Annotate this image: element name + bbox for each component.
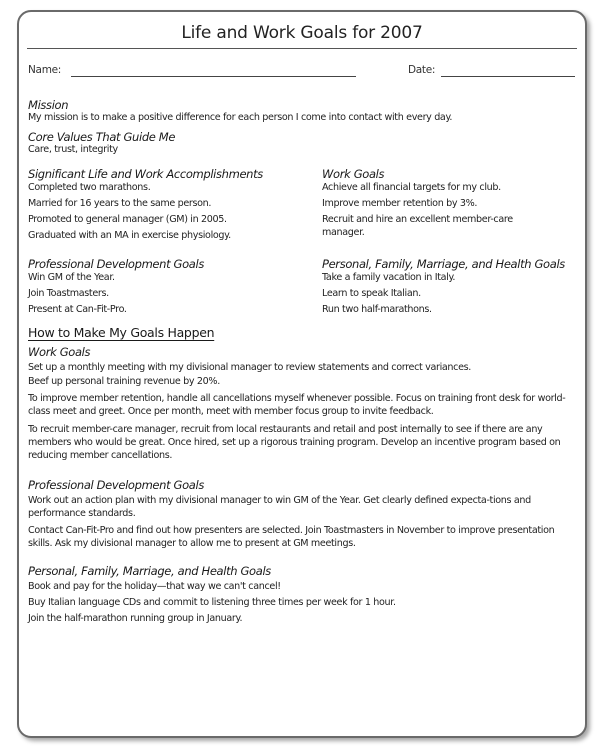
how-to-work-paragraph: Beef up personal training revenue by 20%. bbox=[28, 376, 220, 387]
core-values-heading: Core Values That Guide Me bbox=[28, 130, 176, 144]
work-goals-heading: Work Goals bbox=[322, 167, 385, 181]
personal-goals-heading: Personal, Family, Marriage, and Health Goals bbox=[322, 257, 565, 271]
how-to-section-title: How to Make My Goals Happen bbox=[28, 325, 215, 340]
accomplishment-item: Completed two marathons. bbox=[28, 182, 151, 193]
how-to-professional-heading: Professional Development Goals bbox=[28, 478, 204, 492]
work-goal-item: Improve member retention by 3%. bbox=[322, 198, 478, 209]
professional-goal-item: Present at Can-Fit-Pro. bbox=[28, 304, 127, 315]
personal-goal-item: Take a family vacation in Italy. bbox=[322, 272, 456, 283]
accomplishments-heading: Significant Life and Work Accomplishments bbox=[28, 167, 263, 181]
personal-goal-item: Run two half-marathons. bbox=[322, 304, 432, 315]
how-to-work-paragraph: Set up a monthly meeting with my divisional manager to review statements and correct variances. bbox=[28, 362, 471, 373]
page-title: Life and Work Goals for 2007 bbox=[181, 23, 423, 43]
mission-heading: Mission bbox=[28, 98, 69, 112]
how-to-professional-paragraph: Work out an action plan with my divisional manager to win GM of the Year. Get clearly defined expecta-tions and performance standards. bbox=[28, 495, 531, 519]
title-divider bbox=[27, 48, 577, 49]
how-to-personal-paragraph: Buy Italian language CDs and commit to listening three times per week for 1 hour. bbox=[28, 597, 396, 608]
accomplishment-item: Graduated with an MA in exercise physiology. bbox=[28, 230, 231, 241]
goals-worksheet bbox=[17, 10, 587, 738]
work-goal-item: Recruit and hire an excellent member-care manager. bbox=[322, 214, 513, 238]
date-field[interactable] bbox=[441, 76, 575, 77]
name-label: Name: bbox=[28, 64, 62, 76]
accomplishment-item: Married for 16 years to the same person. bbox=[28, 198, 212, 209]
name-field[interactable] bbox=[71, 76, 356, 77]
personal-goal-item: Learn to speak Italian. bbox=[322, 288, 421, 299]
accomplishment-item: Promoted to general manager (GM) in 2005. bbox=[28, 214, 227, 225]
mission-text: My mission is to make a positive difference for each person I come into contact with every day. bbox=[28, 112, 453, 123]
core-values-text: Care, trust, integrity bbox=[28, 144, 118, 155]
date-label: Date: bbox=[408, 64, 436, 76]
work-goal-item: Achieve all financial targets for my club. bbox=[322, 182, 501, 193]
how-to-personal-heading: Personal, Family, Marriage, and Health Goals bbox=[28, 564, 271, 578]
how-to-personal-paragraph: Book and pay for the holiday—that way we can't cancel! bbox=[28, 581, 281, 592]
how-to-work-heading: Work Goals bbox=[28, 345, 91, 359]
professional-goal-item: Win GM of the Year. bbox=[28, 272, 115, 283]
professional-goals-heading: Professional Development Goals bbox=[28, 257, 204, 271]
how-to-professional-paragraph: Contact Can-Fit-Pro and find out how presenters are selected. Join Toastmasters in November to improve presentation skills. Ask my divisional manager to allow me to present at GM meetings. bbox=[28, 525, 555, 549]
how-to-work-paragraph: To improve member retention, handle all cancellations myself whenever possible. Focus on training front desk for world-class meet and greet. Once per month, meet with member focus group to invite feedback. bbox=[28, 393, 566, 417]
professional-goal-item: Join Toastmasters. bbox=[28, 288, 109, 299]
how-to-personal-paragraph: Join the half-marathon running group in January. bbox=[28, 613, 243, 624]
how-to-work-paragraph: To recruit member-care manager, recruit from local restaurants and retail and post internally to see if there are any members who would be great. Once hired, set up a rigorous training program. Develop an incentive program based on reducing member cancellations. bbox=[28, 424, 561, 461]
